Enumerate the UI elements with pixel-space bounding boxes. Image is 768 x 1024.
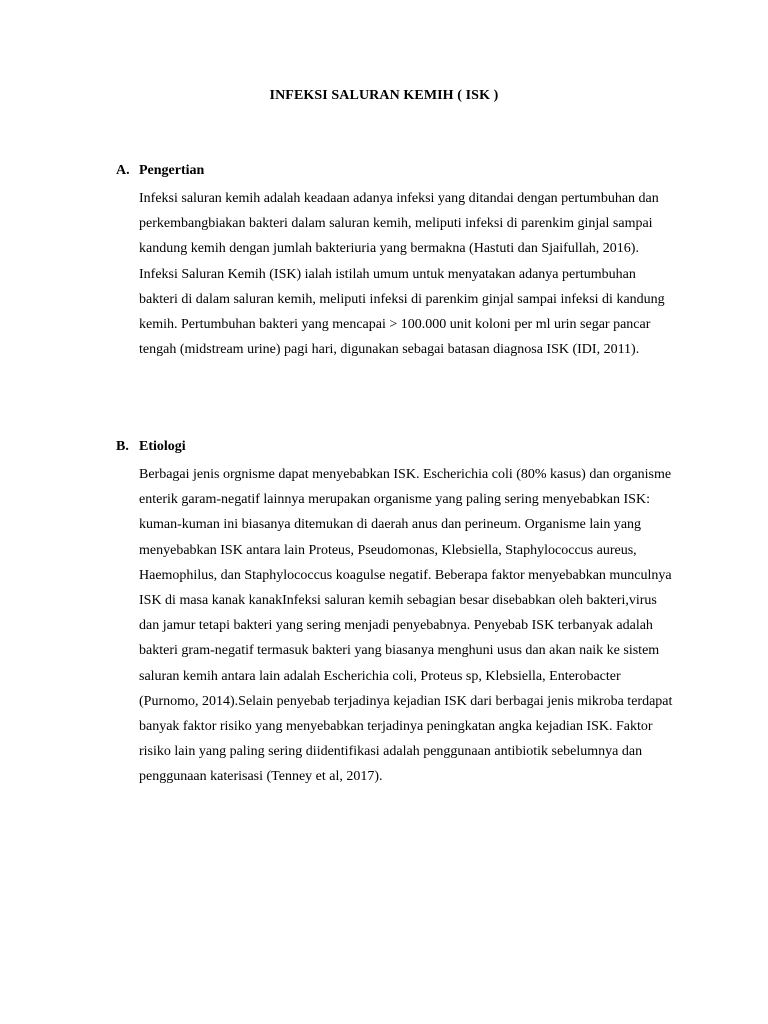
section-heading (116, 438, 676, 456)
section-heading (116, 162, 676, 180)
document-title: INFEKSI SALURAN KEMIH ( ISK ) (269, 88, 499, 103)
section-pengertian (116, 162, 676, 362)
section-body-paragraph: Berbagai jenis orgnisme dapat menyebabkan ISK. Escherichia coli (80% kasus) dan organisme enterik garam-negatif lainnya merupakan organisme yang paling sering menyebabkan ISK: kuman-kuman ini biasanya ditemukan di daerah anus dan perineum. Organisme lain yang menyebabkan ISK antara lain Proteus, Pseudomonas, Klebsiella, Staphylococcus aureus, Haemophilus, dan Staphylococcus koagulse negatif. Beberapa faktor menyebabkan munculnya ISK di masa kanak kanakInfeksi saluran kemih sebagian besar disebabkan oleh bakteri,virus dan jamur tetapi bakteri yang sering menjadi penyebabnya. Penyebab ISK terbanyak adalah bakteri gram-negatif termasuk bakteri yang biasanya menghuni usus dan akan naik ke sistem saluran kemih antara lain adalah Escherichia coli, Proteus sp, Klebsiella, Enterobacter (Purnomo, 2014).Selain penyebab terjadinya kejadian ISK dari berbagai jenis mikroba terdapat banyak faktor risiko yang menyebabkan terjadinya peningkatan angka kejadian ISK. Faktor risiko lain yang paling sering diidentifikasi adalah penggunaan antibiotik sebelumnya dan penggunaan katerisasi (Tenney et al, 2017). (139, 467, 673, 785)
section-body-paragraph: Infeksi saluran kemih adalah keadaan adanya infeksi yang ditandai dengan pertumbuhan dan perkembangbiakan bakteri dalam saluran kemih, meliputi infeksi di parenkim ginjal sampai kandung kemih dengan jumlah bakteriuria yang bermakna (Hastuti dan Sjaifullah, 2016). Infeksi Saluran Kemih (ISK) ialah istilah umum untuk menyatakan adanya pertumbuhan bakteri di dalam saluran kemih, meliputi infeksi di parenkim ginjal sampai infeksi di kandung kemih. Pertumbuhan bakteri yang mencapai > 100.000 unit koloni per ml urin segar pancar tengah (midstream urine) pagi hari, digunakan sebagai batasan diagnosa ISK (IDI, 2011). (139, 191, 665, 358)
section-heading-label: Etiologi (139, 439, 186, 454)
section-marker: B. (116, 439, 129, 454)
section-marker: A. (116, 163, 130, 178)
section-etiologi (116, 438, 676, 790)
section-heading-label: Pengertian (139, 163, 205, 178)
